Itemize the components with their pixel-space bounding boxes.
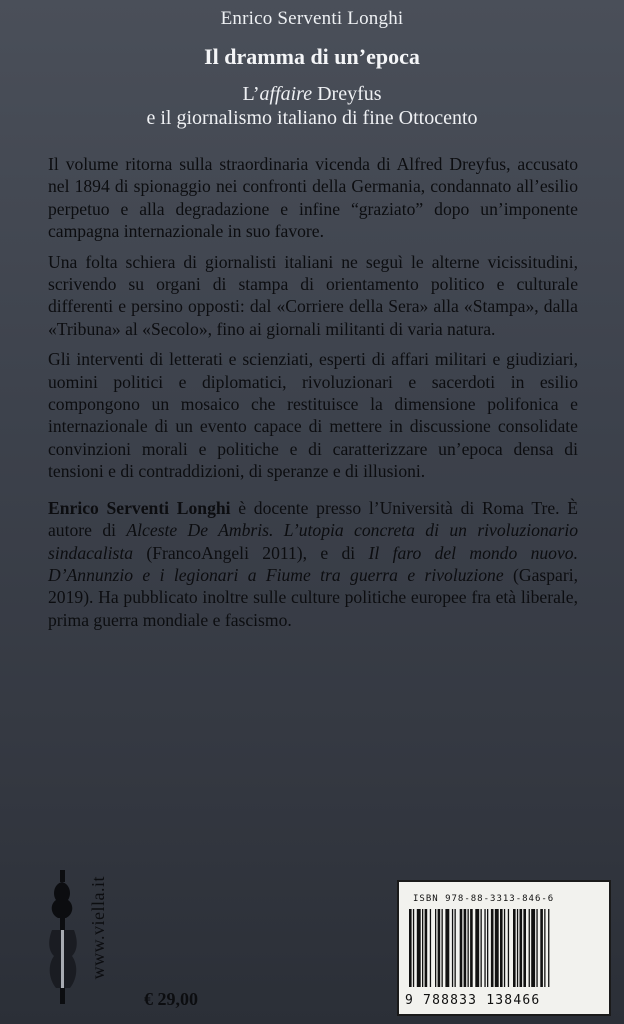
cover-header	[0, 8, 624, 130]
blurb-text	[48, 153, 578, 639]
bio-author-name: Enrico Serventi Longhi	[48, 497, 231, 518]
bio-text-2: (FrancoAngeli 2011), e di	[133, 542, 369, 563]
blurb-paragraph-1: Il volume ritorna sulla straordinaria vicenda di Alfred Dreyfus, accusato nel 1894 di spionaggio nei confronti della Germania, condannato all’esilio perpetuo e alla degradazione e infine “graziato” dopo un’imponente campagna internazionale in suo favore.	[48, 154, 578, 242]
book-title: Il dramma di un’epoca	[204, 44, 420, 69]
publisher-url: www.viella.it	[88, 876, 108, 980]
blurb-paragraph-3: Gli interventi di letterati e scienziati, esperti di affari militari e giudiziari, uomini politici e diplomatici, rivoluzionari e sacerdoti in esilio compongono un mosaico che restituisce la dimensione polifonica e internazionale di un evento capace di mettere in discussione consolidate convinzioni morali e politiche e di caratterizzare un’epoca densa di tensioni e di contraddizioni, di speranze e di illusioni.	[48, 349, 578, 482]
bio-book-1: Alceste De Ambris. L’utopia concreta di un rivoluzionario sindacalista	[48, 520, 578, 563]
bio-text-3: (Gaspari, 2019). Ha pubblicato inoltre sulle culture politiche europee fra età liberale, prima guerra mondiale e fascismo.	[48, 564, 578, 630]
price: € 29,00	[144, 989, 198, 1009]
subtitle-line-2: e il giornalismo italiano di fine Ottocento	[146, 107, 478, 129]
bio-text-1: è docente presso l’Università di Roma Tre. È autore di	[48, 497, 579, 541]
subtitle-prefix: L’	[242, 83, 260, 105]
barcode-icon	[409, 909, 595, 987]
book-subtitle	[0, 82, 624, 130]
barcode-digits: 9 788833 138466	[405, 993, 541, 1008]
isbn-label: ISBN 978-88-3313-846-6	[413, 894, 555, 904]
bio-book-2: Il faro del mondo nuovo. D’Annunzio e i legionari a Fiume tra guerra e rivoluzione	[48, 542, 578, 585]
subtitle-suffix: Dreyfus	[312, 83, 382, 105]
isbn-barcode	[397, 880, 611, 1016]
subtitle-italic: affaire	[259, 83, 313, 105]
author-name: Enrico Serventi Longhi	[220, 8, 404, 29]
author-bio	[48, 497, 578, 631]
blurb-paragraph-2: Una folta schiera di giornalisti italiani ne seguì le alterne vicissitudini, scrivendo su organi di stampa di orientamento politico e culturale differenti e persino opposti: dal «Corriere della Sera» alla «Stampa», dalla «Tribuna» al «Secolo», fino ai giornali militanti di varia natura.	[48, 251, 578, 339]
